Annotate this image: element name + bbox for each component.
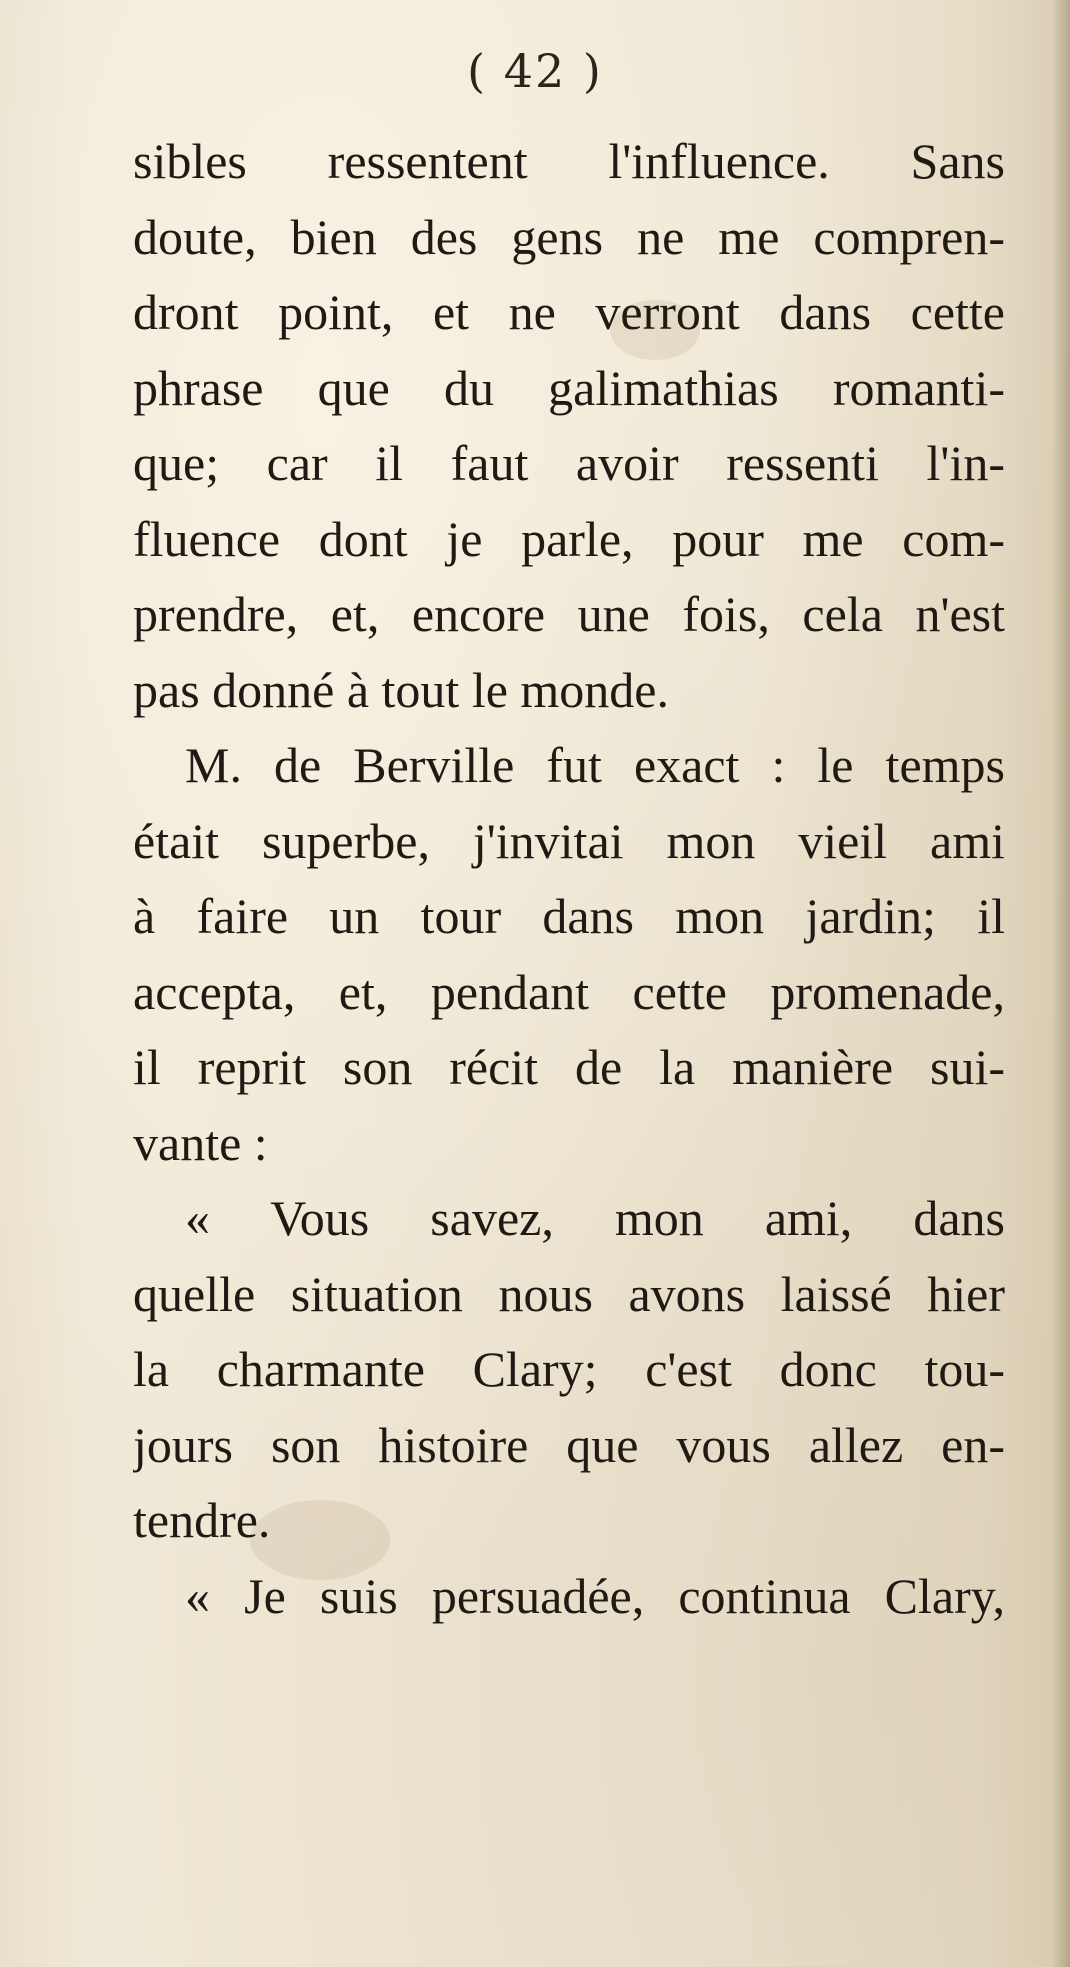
text-line: doute, bien des gens ne me compren- bbox=[133, 208, 1005, 265]
text-line: jours son histoire que vous allez en- bbox=[133, 1416, 1005, 1473]
text-line: la charmante Clary; c'est donc tou- bbox=[133, 1341, 1005, 1397]
text-line: il reprit son récit de la manière sui- bbox=[133, 1039, 1005, 1095]
text-line: sibles ressentent l'influence. Sans bbox=[133, 133, 1005, 189]
text-line: « Vous savez, mon ami, dans bbox=[185, 1190, 1005, 1246]
text-line: était superbe, j'invitai mon vieil ami bbox=[133, 812, 1005, 869]
text-line: quelle situation nous avons laissé hier bbox=[133, 1265, 1005, 1322]
text-line: prendre, et, encore une fois, cela n'est bbox=[133, 586, 1005, 642]
text-line: dront point, et ne verront dans cette bbox=[133, 284, 1005, 340]
page-gutter-shadow bbox=[1052, 0, 1070, 1967]
page-text bbox=[133, 124, 1005, 1634]
text-line: « Je suis persuadée, continua Clary, bbox=[185, 1567, 1005, 1624]
text-line: M. de Berville fut exact : le temps bbox=[185, 737, 1005, 793]
text-line: que; car il faut avoir ressenti l'in- bbox=[133, 435, 1005, 491]
page-number: ( 42 ) bbox=[467, 44, 603, 98]
text-line: fluence dont je parle, pour me com- bbox=[133, 510, 1005, 567]
text-line: vante : bbox=[133, 1114, 268, 1171]
text-line: à faire un tour dans mon jardin; il bbox=[133, 888, 1005, 944]
text-line: tendre. bbox=[133, 1492, 271, 1548]
text-line: accepta, et, pendant cette promenade, bbox=[133, 963, 1005, 1020]
text-line: pas donné à tout le monde. bbox=[133, 661, 669, 718]
text-line: phrase que du galimathias romanti- bbox=[133, 359, 1005, 416]
